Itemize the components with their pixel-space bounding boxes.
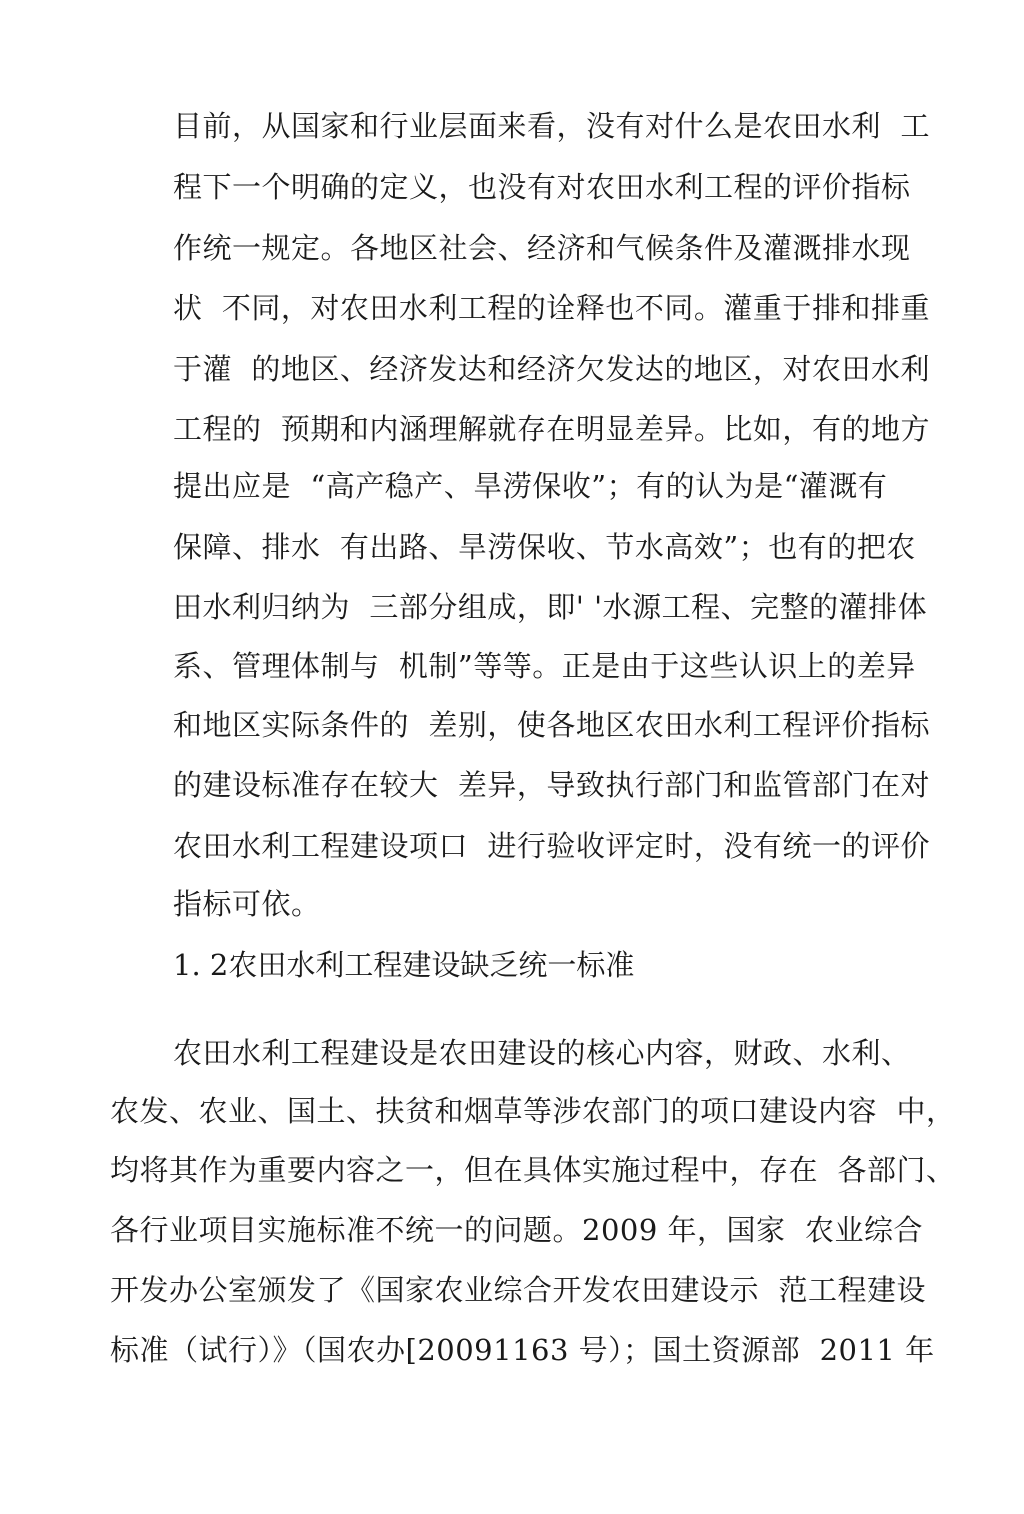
paragraph-1-line: 目前，从国家和行业层面来看，没有对什么是农田水利 工: [173, 109, 930, 143]
section-heading: 1. 2农田水利工程建设缺乏统一标准: [173, 948, 635, 982]
paragraph-2-line: 各行业项目实施标准不统一的问题。2009 年，国家 农业综合: [110, 1213, 923, 1247]
paragraph-1-line: 田水利归纳为 三部分组成，即' '水源工程、完整的灌排体: [173, 590, 928, 624]
paragraph-1-line: 系、管理体制与 机制”等等。正是由于这些认识上的差异: [173, 649, 916, 683]
paragraph-1-line: 状 不同，对农田水利工程的诠释也不同。灌重于排和排重: [173, 291, 930, 325]
paragraph-1-line: 指标可依。: [173, 887, 321, 921]
paragraph-2-line: 标准（试行）》（国农办[20091163 号）；国土资源部 2011 年: [110, 1333, 935, 1367]
paragraph-2-line: 均将其作为重要内容之一，但在具体实施过程中，存在 各部门、: [110, 1153, 956, 1187]
paragraph-2-line: 农发、农业、国土、扶贫和烟草等涉农部门的项口建设内容 中，: [110, 1094, 956, 1128]
paragraph-1-line: 的建设标准存在较大 差异，导致执行部门和监管部门在对: [173, 768, 930, 802]
paragraph-1-line: 农田水利工程建设项口 进行验收评定时，没有统一的评价: [173, 829, 930, 863]
paragraph-1-line: 于灌 的地区、经济发达和经济欠发达的地区，对农田水利: [173, 352, 930, 386]
paragraph-1-line: 作统一规定。各地区社会、经济和气候条件及灌溉排水现: [173, 231, 911, 265]
paragraph-1-line: 工程的 预期和内涵理解就存在明显差异。比如，有的地方: [173, 412, 930, 446]
paragraph-2-line: 开发办公室颁发了《国家农业综合开发农田建设示 范工程建设: [110, 1273, 926, 1307]
paragraph-1-line: 保障、排水 有出路、旱涝保收、节水高效”；也有的把农: [173, 530, 916, 564]
paragraph-1-line: 程下一个明确的定义，也没有对农田水利工程的评价指标: [173, 170, 911, 204]
paragraph-2-line: 农田水利工程建设是农田建设的核心内容，财政、水利、: [173, 1036, 911, 1070]
paragraph-1-line: 提出应是 “高产稳产、旱涝保收”；有的认为是“灌溉有: [173, 469, 888, 503]
paragraph-1-line: 和地区实际条件的 差别，使各地区农田水利工程评价指标: [173, 708, 930, 742]
